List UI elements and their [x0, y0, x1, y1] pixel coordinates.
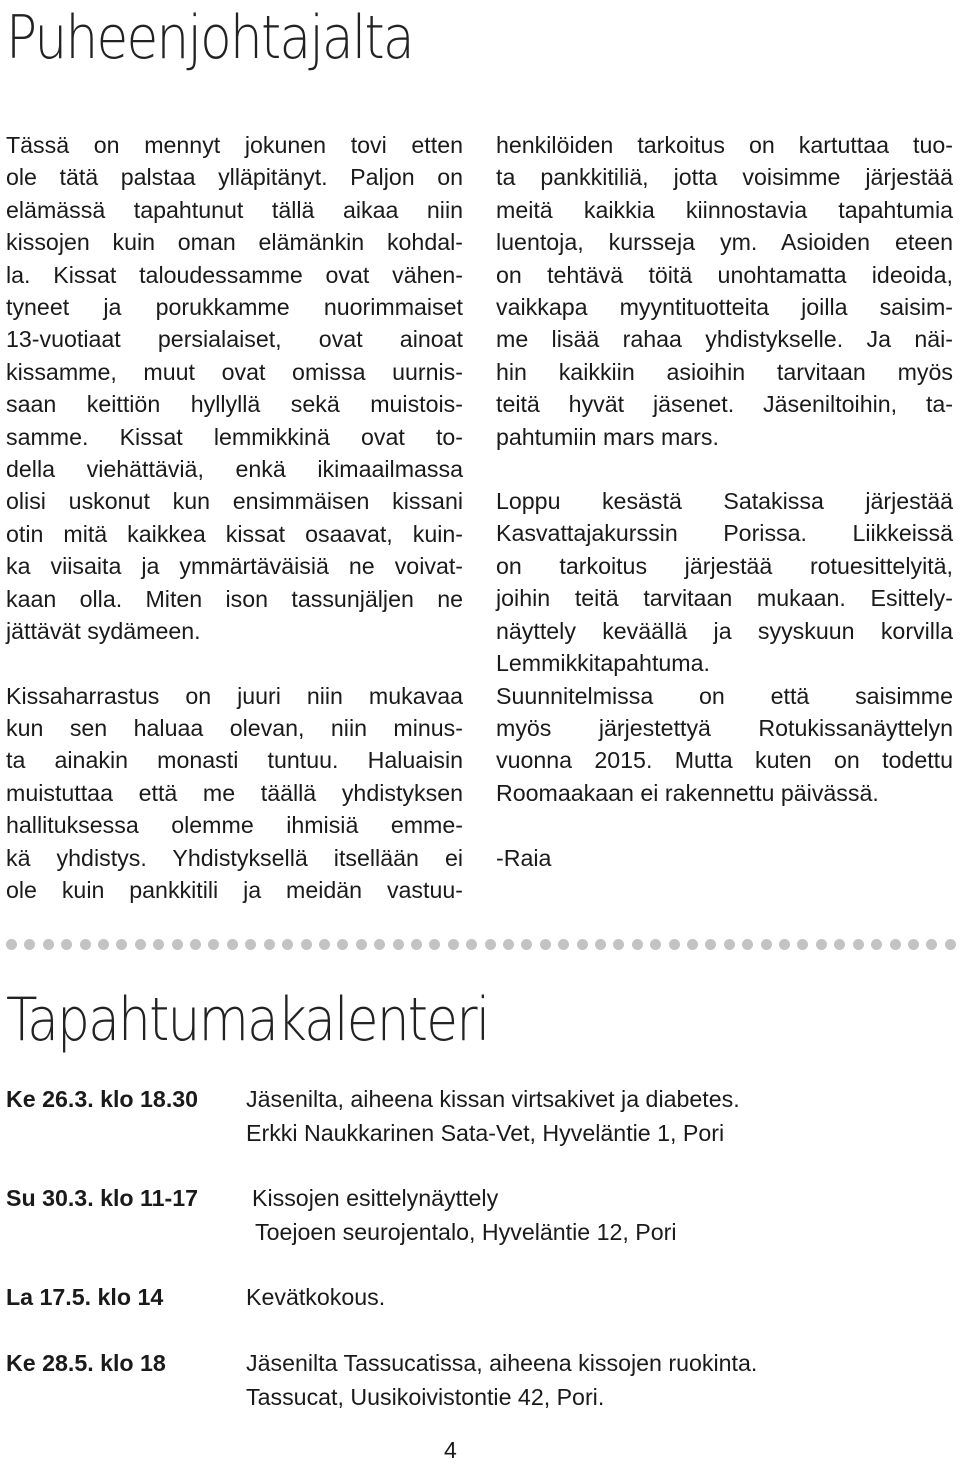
- text-line: luentoja, kursseja ym. Asioiden eteen: [496, 229, 953, 256]
- text-line: 13-vuotiaat persialaiset, ovat ainoat: [6, 326, 463, 353]
- divider-dot: [503, 939, 514, 950]
- divider-dot: [779, 939, 790, 950]
- event-description: Jäsenilta Tassucatissa, aiheena kissojen ruokinta.: [246, 1350, 758, 1376]
- divider-dot: [558, 939, 569, 950]
- article-paragraph: [496, 680, 953, 810]
- divider-dot: [742, 939, 753, 950]
- divider-dot: [429, 939, 440, 950]
- article-right-column: [496, 129, 953, 875]
- text-line: tyneet ja porukkamme nuorimmaiset: [6, 294, 463, 321]
- divider-dot: [761, 939, 772, 950]
- text-line: ta pankkitiliä, jotta voisimme järjestää: [496, 164, 953, 191]
- divider-dot: [632, 939, 643, 950]
- text-line: kä yhdistys. Yhdistyksellä itsellään ei: [6, 844, 463, 871]
- divider-dot: [705, 939, 716, 950]
- divider-dot: [319, 939, 330, 950]
- section-title-tapahtumakalenteri: Tapahtumakalenteri: [6, 985, 489, 1055]
- text-line: samme. Kissat lemmikkinä ovat to-: [6, 423, 463, 450]
- text-line: hin kaikkiin asioihin tarvitaan myös: [496, 358, 953, 385]
- text-line: Tässä on mennyt jokunen tovi etten: [6, 132, 463, 158]
- event-location: Toejoen seurojentalo, Hyveläntie 12, Pori: [255, 1219, 677, 1245]
- divider-dot: [190, 939, 201, 950]
- text-line: Loppu kesästä Satakissa järjestää: [496, 488, 953, 515]
- text-line: olisi uskonut kun ensimmäisen kissani: [6, 488, 463, 515]
- divider-dot: [135, 939, 146, 950]
- divider-dot: [485, 939, 496, 950]
- divider-dot: [908, 939, 919, 950]
- text-line: ole tätä palstaa ylläpitänyt. Paljon on: [6, 164, 463, 191]
- divider-dot: [521, 939, 532, 950]
- text-line: otin mitä kaikkea kissat osaavat, kuin-: [6, 520, 463, 547]
- event-description: Jäsenilta, aiheena kissan virtsakivet ja diabetes.: [246, 1086, 740, 1112]
- event-location: Erkki Naukkarinen Sata-Vet, Hyveläntie 1, Pori: [246, 1120, 725, 1146]
- divider-dot: [669, 939, 680, 950]
- divider-dot: [172, 939, 183, 950]
- divider-dot: [595, 939, 606, 950]
- divider-dot: [577, 939, 588, 950]
- divider-dot: [208, 939, 219, 950]
- text-line: myös järjestettyä Rotukissanäyttelyn: [496, 714, 953, 741]
- text-line: kissamme, muut ovat omissa uurnis-: [6, 358, 463, 385]
- divider-dot: [926, 939, 937, 950]
- text-line: hallituksessa olemme ihmisiä emme-: [6, 812, 463, 839]
- article-paragraph: [496, 485, 953, 679]
- divider-dot: [411, 939, 422, 950]
- divider-dot: [448, 939, 459, 950]
- divider-dot: [650, 939, 661, 950]
- article-paragraph: [6, 680, 463, 907]
- text-line: vaikkapa myyntituotteita joilla saisim-: [496, 294, 953, 321]
- text-line: kun sen haluaa olevan, niin minus-: [6, 714, 463, 741]
- divider-dot: [43, 939, 54, 950]
- text-line: teitä hyvät jäsenet. Jäseniltoihin, ta-: [496, 391, 953, 418]
- divider-dot: [301, 939, 312, 950]
- text-line: henkilöiden tarkoitus on kartuttaa tuo-: [496, 132, 953, 158]
- text-line: joihin teitä tarvitaan mukaan. Esittely-: [496, 585, 953, 612]
- text-line: Kasvattajakurssin Porissa. Liikkeissä: [496, 520, 953, 547]
- article-paragraph: [6, 129, 463, 648]
- text-line: meitä kaikkia kiinnostavia tapahtumia: [496, 196, 953, 223]
- article-left-column: [6, 129, 463, 906]
- divider-dot: [24, 939, 35, 950]
- text-line: della viehättäviä, enkä ikimaailmassa: [6, 456, 463, 483]
- event-date: Su 30.3. klo 11-17: [6, 1185, 199, 1211]
- divider-dot: [853, 939, 864, 950]
- text-line: Kissaharrastus on juuri niin mukavaa: [6, 682, 463, 709]
- divider-dot: [80, 939, 91, 950]
- event-date: Ke 26.3. klo 18.30: [6, 1086, 199, 1112]
- text-line: muistuttaa että me täällä yhdistyksen: [6, 779, 463, 806]
- event-date: Ke 28.5. klo 18: [6, 1350, 166, 1376]
- text-line: saan keittiön hyllyllä sekä muistois-: [6, 391, 463, 418]
- event-description: Kissojen esittelynäyttely: [252, 1185, 499, 1211]
- divider-dot: [98, 939, 109, 950]
- text-line: me lisää rahaa yhdistykselle. Ja näi-: [496, 326, 953, 353]
- divider-dot: [153, 939, 164, 950]
- text-line: vuonna 2015. Mutta kuten on todettu: [496, 747, 953, 774]
- event-location: Tassucat, Uusikoivistontie 42, Pori.: [246, 1384, 605, 1410]
- text-line: Lemmikkitapahtuma.: [496, 650, 710, 677]
- text-line: Roomaakaan ei rakennettu päivässä.: [496, 779, 879, 806]
- divider-dot: [816, 939, 827, 950]
- divider-dot: [724, 939, 735, 950]
- divider-dot: [945, 939, 956, 950]
- divider-dot: [264, 939, 275, 950]
- divider-dot: [356, 939, 367, 950]
- divider-dot: [890, 939, 901, 950]
- event-description: Kevätkokous.: [246, 1284, 386, 1310]
- text-line: kaan olla. Miten ison tassunjäljen ne: [6, 585, 463, 612]
- text-line: kissojen kuin oman elämänkin kohdal-: [6, 229, 463, 256]
- dotted-divider: [6, 937, 956, 951]
- divider-dot: [393, 939, 404, 950]
- divider-dot: [797, 939, 808, 950]
- text-line: ta ainakin monasti tuntuu. Haluaisin: [6, 747, 463, 774]
- divider-dot: [245, 939, 256, 950]
- divider-dot: [871, 939, 882, 950]
- divider-dot: [834, 939, 845, 950]
- divider-dot: [374, 939, 385, 950]
- divider-dot: [282, 939, 293, 950]
- text-line: Suunnitelmissa on että saisimme: [496, 682, 953, 709]
- divider-dot: [337, 939, 348, 950]
- divider-dot: [227, 939, 238, 950]
- divider-dot: [687, 939, 698, 950]
- text-line: pahtumiin mars mars.: [496, 423, 719, 450]
- text-line: on tarkoitus järjestää rotuesittelyitä,: [496, 552, 953, 579]
- text-line: ka viisaita ja ymmärtäväisiä ne voivat-: [6, 553, 463, 580]
- signature: -Raia: [496, 845, 552, 872]
- divider-dot: [61, 939, 72, 950]
- page-number: 4: [444, 1437, 457, 1463]
- article-paragraph: [496, 129, 953, 453]
- section-title-puheenjohtajalta: Puheenjohtajalta: [6, 3, 413, 73]
- text-line: näyttely keväällä ja syyskuun korvilla: [496, 617, 953, 644]
- divider-dot: [613, 939, 624, 950]
- text-line: jättävät sydämeen.: [6, 618, 201, 645]
- divider-dot: [116, 939, 127, 950]
- text-line: on tehtävä töitä unohtamatta ideoida,: [496, 261, 953, 288]
- divider-dot: [540, 939, 551, 950]
- text-line: la. Kissat taloudessamme ovat vähen-: [6, 261, 463, 288]
- event-date: La 17.5. klo 14: [6, 1284, 164, 1310]
- divider-dot: [6, 939, 17, 950]
- divider-dot: [466, 939, 477, 950]
- text-line: ole kuin pankkitili ja meidän vastuu-: [6, 876, 463, 903]
- text-line: elämässä tapahtunut tällä aikaa niin: [6, 196, 463, 223]
